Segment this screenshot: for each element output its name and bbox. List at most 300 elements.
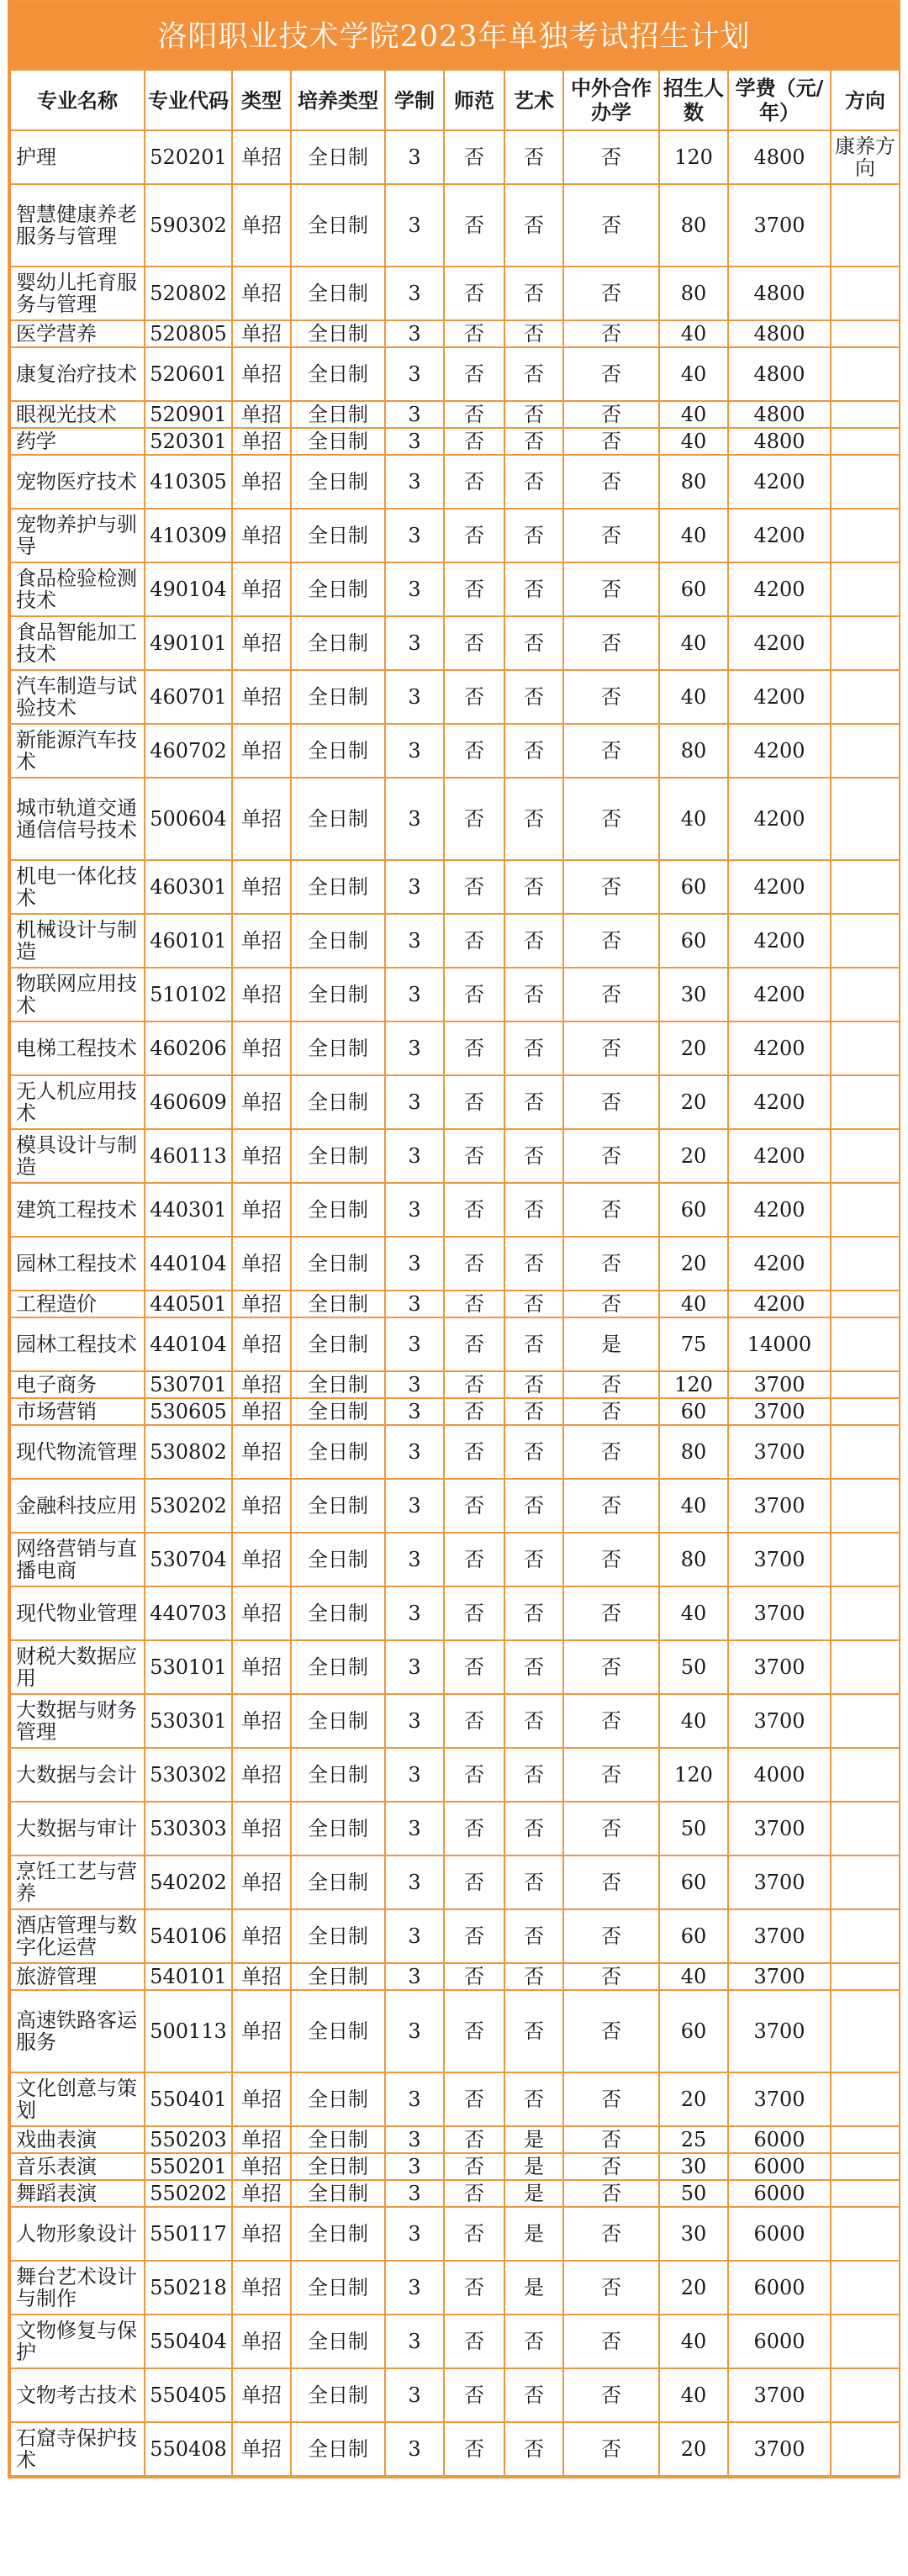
- tuition-cell: 4200: [728, 1183, 831, 1237]
- duration-cell: 3: [385, 428, 444, 455]
- type-cell: 单招: [232, 401, 291, 428]
- duration-cell: 3: [385, 1183, 444, 1237]
- table-title: 洛阳职业技术学院2023年单独考试招生计划: [9, 2, 899, 69]
- joint-program-cell: 否: [563, 320, 659, 347]
- teacher-training-cell: 否: [444, 509, 504, 562]
- type-cell: 单招: [232, 1479, 291, 1533]
- duration-cell: 3: [385, 562, 444, 616]
- type-cell: 单招: [232, 1317, 291, 1371]
- joint-program-cell: 否: [563, 1748, 659, 1802]
- teacher-training-cell: 否: [444, 778, 504, 860]
- major-code-cell: 540106: [145, 1909, 232, 1963]
- training-type-cell: 全日制: [291, 1075, 385, 1129]
- duration-cell: 3: [385, 968, 444, 1021]
- type-cell: 单招: [232, 724, 291, 778]
- direction-cell: [831, 1694, 900, 1748]
- major-name-cell: 人物形象设计: [10, 2207, 145, 2261]
- training-type-cell: 全日制: [291, 2072, 385, 2126]
- major-name-cell: 机械设计与制造: [10, 914, 145, 968]
- table-row: [10, 860, 900, 914]
- table-row: [10, 2180, 900, 2207]
- major-name-cell: 模具设计与制造: [10, 1129, 145, 1183]
- teacher-training-cell: 否: [444, 1802, 504, 1855]
- enrollment-cell: 60: [659, 1398, 728, 1425]
- training-type-cell: 全日制: [291, 2261, 385, 2315]
- training-type-cell: 全日制: [291, 1398, 385, 1425]
- training-type-cell: 全日制: [291, 2315, 385, 2368]
- major-code-cell: 500604: [145, 778, 232, 860]
- header-type: 类型: [232, 70, 291, 130]
- type-cell: 单招: [232, 1129, 291, 1183]
- direction-cell: [831, 2315, 900, 2368]
- art-cell: 否: [504, 2422, 563, 2476]
- art-cell: 否: [504, 320, 563, 347]
- tuition-cell: 4800: [728, 347, 831, 401]
- art-cell: 否: [504, 1694, 563, 1748]
- art-cell: 否: [504, 1398, 563, 1425]
- teacher-training-cell: 否: [444, 670, 504, 724]
- duration-cell: 3: [385, 860, 444, 914]
- type-cell: 单招: [232, 1237, 291, 1291]
- direction-cell: [831, 401, 900, 428]
- table-row: [10, 914, 900, 968]
- training-type-cell: 全日制: [291, 1425, 385, 1479]
- major-code-cell: 550405: [145, 2368, 232, 2422]
- art-cell: 否: [504, 1291, 563, 1317]
- major-name-cell: 文物考古技术: [10, 2368, 145, 2422]
- direction-cell: [831, 724, 900, 778]
- direction-cell: 康养方向: [831, 130, 900, 184]
- training-type-cell: 全日制: [291, 1990, 385, 2072]
- duration-cell: 3: [385, 320, 444, 347]
- major-code-cell: 520805: [145, 320, 232, 347]
- joint-program-cell: 否: [563, 1533, 659, 1586]
- art-cell: 否: [504, 1317, 563, 1371]
- tuition-cell: 6000: [728, 2315, 831, 2368]
- major-code-cell: 550401: [145, 2072, 232, 2126]
- tuition-cell: 14000: [728, 1317, 831, 1371]
- training-type-cell: 全日制: [291, 455, 385, 509]
- training-type-cell: 全日制: [291, 509, 385, 562]
- major-code-cell: 440703: [145, 1586, 232, 1640]
- table-row: [10, 1371, 900, 1398]
- major-code-cell: 520901: [145, 401, 232, 428]
- duration-cell: 3: [385, 2422, 444, 2476]
- major-code-cell: 440301: [145, 1183, 232, 1237]
- teacher-training-cell: 否: [444, 1533, 504, 1586]
- type-cell: 单招: [232, 1694, 291, 1748]
- major-name-cell: 网络营销与直播电商: [10, 1533, 145, 1586]
- enrollment-cell: 40: [659, 509, 728, 562]
- type-cell: 单招: [232, 562, 291, 616]
- art-cell: 否: [504, 1129, 563, 1183]
- teacher-training-cell: 否: [444, 428, 504, 455]
- teacher-training-cell: 否: [444, 184, 504, 267]
- joint-program-cell: 否: [563, 616, 659, 670]
- duration-cell: 3: [385, 2315, 444, 2368]
- art-cell: 否: [504, 1425, 563, 1479]
- enrollment-cell: 80: [659, 455, 728, 509]
- tuition-cell: 4200: [728, 616, 831, 670]
- major-code-cell: 440104: [145, 1317, 232, 1371]
- teacher-training-cell: 否: [444, 1425, 504, 1479]
- table-row: [10, 2126, 900, 2153]
- enrollment-cell: 20: [659, 2072, 728, 2126]
- enrollment-cell: 20: [659, 1021, 728, 1075]
- tuition-cell: 4200: [728, 778, 831, 860]
- major-name-cell: 园林工程技术: [10, 1237, 145, 1291]
- enrollment-cell: 30: [659, 2153, 728, 2180]
- teacher-training-cell: 否: [444, 1694, 504, 1748]
- joint-program-cell: 否: [563, 860, 659, 914]
- teacher-training-cell: 否: [444, 1479, 504, 1533]
- tuition-cell: 6000: [728, 2153, 831, 2180]
- major-code-cell: 460609: [145, 1075, 232, 1129]
- major-name-cell: 现代物业管理: [10, 1586, 145, 1640]
- major-name-cell: 旅游管理: [10, 1963, 145, 1990]
- training-type-cell: 全日制: [291, 1640, 385, 1694]
- table-row: [10, 1291, 900, 1317]
- enrollment-cell: 80: [659, 267, 728, 320]
- table-row: [10, 455, 900, 509]
- direction-cell: [831, 1291, 900, 1317]
- art-cell: 否: [504, 1990, 563, 2072]
- teacher-training-cell: 否: [444, 1640, 504, 1694]
- table-row: [10, 401, 900, 428]
- direction-cell: [831, 1075, 900, 1129]
- training-type-cell: 全日制: [291, 2422, 385, 2476]
- type-cell: 单招: [232, 2126, 291, 2153]
- teacher-training-cell: 否: [444, 2422, 504, 2476]
- major-code-cell: 460702: [145, 724, 232, 778]
- duration-cell: 3: [385, 2368, 444, 2422]
- joint-program-cell: 否: [563, 455, 659, 509]
- major-name-cell: 物联网应用技术: [10, 968, 145, 1021]
- type-cell: 单招: [232, 1963, 291, 1990]
- art-cell: 否: [504, 347, 563, 401]
- art-cell: 否: [504, 860, 563, 914]
- enrollment-cell: 40: [659, 1479, 728, 1533]
- duration-cell: 3: [385, 184, 444, 267]
- major-name-cell: 烹饪工艺与营养: [10, 1855, 145, 1909]
- duration-cell: 3: [385, 1075, 444, 1129]
- tuition-cell: 4200: [728, 509, 831, 562]
- type-cell: 单招: [232, 1909, 291, 1963]
- training-type-cell: 全日制: [291, 2153, 385, 2180]
- major-code-cell: 530701: [145, 1371, 232, 1398]
- teacher-training-cell: 否: [444, 1963, 504, 1990]
- duration-cell: 3: [385, 1963, 444, 1990]
- duration-cell: 3: [385, 130, 444, 184]
- joint-program-cell: 否: [563, 2368, 659, 2422]
- major-code-cell: 530605: [145, 1398, 232, 1425]
- tuition-cell: 4000: [728, 1748, 831, 1802]
- table-row: [10, 2368, 900, 2422]
- enrollment-cell: 20: [659, 1129, 728, 1183]
- tuition-cell: 4200: [728, 1021, 831, 1075]
- type-cell: 单招: [232, 968, 291, 1021]
- teacher-training-cell: 否: [444, 2261, 504, 2315]
- tuition-cell: 4200: [728, 1129, 831, 1183]
- tuition-cell: 3700: [728, 2072, 831, 2126]
- table-row: [10, 2315, 900, 2368]
- tuition-cell: 3700: [728, 1640, 831, 1694]
- duration-cell: 3: [385, 1694, 444, 1748]
- enrollment-cell: 40: [659, 1291, 728, 1317]
- enrollment-cell: 40: [659, 1694, 728, 1748]
- teacher-training-cell: 否: [444, 1990, 504, 2072]
- joint-program-cell: 否: [563, 968, 659, 1021]
- teacher-training-cell: 否: [444, 562, 504, 616]
- type-cell: 单招: [232, 184, 291, 267]
- enrollment-cell: 20: [659, 2422, 728, 2476]
- major-name-cell: 文物修复与保护: [10, 2315, 145, 2368]
- training-type-cell: 全日制: [291, 562, 385, 616]
- table-row: [10, 347, 900, 401]
- enrollment-cell: 25: [659, 2126, 728, 2153]
- major-name-cell: 现代物流管理: [10, 1425, 145, 1479]
- teacher-training-cell: 否: [444, 724, 504, 778]
- duration-cell: 3: [385, 724, 444, 778]
- duration-cell: 3: [385, 1533, 444, 1586]
- art-cell: 否: [504, 455, 563, 509]
- enrollment-cell: 60: [659, 860, 728, 914]
- direction-cell: [831, 2180, 900, 2207]
- joint-program-cell: 否: [563, 1963, 659, 1990]
- enrollment-cell: 50: [659, 1640, 728, 1694]
- enrollment-cell: 40: [659, 1963, 728, 1990]
- type-cell: 单招: [232, 130, 291, 184]
- major-name-cell: 电子商务: [10, 1371, 145, 1398]
- type-cell: 单招: [232, 778, 291, 860]
- art-cell: 否: [504, 778, 563, 860]
- table-row: [10, 670, 900, 724]
- joint-program-cell: 否: [563, 267, 659, 320]
- art-cell: 否: [504, 1855, 563, 1909]
- major-name-cell: 食品智能加工技术: [10, 616, 145, 670]
- major-name-cell: 大数据与会计: [10, 1748, 145, 1802]
- joint-program-cell: 否: [563, 1990, 659, 2072]
- direction-cell: [831, 1640, 900, 1694]
- training-type-cell: 全日制: [291, 1291, 385, 1317]
- major-code-cell: 440501: [145, 1291, 232, 1317]
- tuition-cell: 4200: [728, 860, 831, 914]
- major-code-cell: 520201: [145, 130, 232, 184]
- teacher-training-cell: 否: [444, 1748, 504, 1802]
- table-row: [10, 1802, 900, 1855]
- training-type-cell: 全日制: [291, 428, 385, 455]
- table-row: [10, 2261, 900, 2315]
- duration-cell: 3: [385, 1855, 444, 1909]
- tuition-cell: 4200: [728, 724, 831, 778]
- training-type-cell: 全日制: [291, 778, 385, 860]
- training-type-cell: 全日制: [291, 1748, 385, 1802]
- header-duration: 学制: [385, 70, 444, 130]
- major-code-cell: 410309: [145, 509, 232, 562]
- duration-cell: 3: [385, 1317, 444, 1371]
- art-cell: 否: [504, 1909, 563, 1963]
- major-code-cell: 500113: [145, 1990, 232, 2072]
- major-name-cell: 宠物养护与驯导: [10, 509, 145, 562]
- training-type-cell: 全日制: [291, 914, 385, 968]
- art-cell: 否: [504, 1183, 563, 1237]
- training-type-cell: 全日制: [291, 1183, 385, 1237]
- direction-cell: [831, 2261, 900, 2315]
- teacher-training-cell: 否: [444, 1021, 504, 1075]
- enrollment-cell: 60: [659, 1855, 728, 1909]
- art-cell: 否: [504, 2315, 563, 2368]
- type-cell: 单招: [232, 616, 291, 670]
- duration-cell: 3: [385, 401, 444, 428]
- major-code-cell: 530802: [145, 1425, 232, 1479]
- joint-program-cell: 否: [563, 1183, 659, 1237]
- direction-cell: [831, 320, 900, 347]
- tuition-cell: 6000: [728, 2261, 831, 2315]
- enrollment-cell: 40: [659, 670, 728, 724]
- direction-cell: [831, 1802, 900, 1855]
- teacher-training-cell: 否: [444, 347, 504, 401]
- major-name-cell: 智慧健康养老服务与管理: [10, 184, 145, 267]
- major-code-cell: 550408: [145, 2422, 232, 2476]
- tuition-cell: 4200: [728, 1075, 831, 1129]
- teacher-training-cell: 否: [444, 1317, 504, 1371]
- tuition-cell: 6000: [728, 2126, 831, 2153]
- major-code-cell: 530101: [145, 1640, 232, 1694]
- training-type-cell: 全日制: [291, 1533, 385, 1586]
- art-cell: 否: [504, 1371, 563, 1398]
- teacher-training-cell: 否: [444, 401, 504, 428]
- table-row: [10, 1586, 900, 1640]
- teacher-training-cell: 否: [444, 1291, 504, 1317]
- direction-cell: [831, 428, 900, 455]
- art-cell: 否: [504, 724, 563, 778]
- art-cell: 否: [504, 1640, 563, 1694]
- type-cell: 单招: [232, 2315, 291, 2368]
- major-name-cell: 新能源汽车技术: [10, 724, 145, 778]
- art-cell: 否: [504, 509, 563, 562]
- type-cell: 单招: [232, 428, 291, 455]
- table-row: [10, 562, 900, 616]
- joint-program-cell: 否: [563, 562, 659, 616]
- table-row: [10, 320, 900, 347]
- art-cell: 否: [504, 1748, 563, 1802]
- table-row: [10, 616, 900, 670]
- teacher-training-cell: 否: [444, 1909, 504, 1963]
- major-name-cell: 大数据与审计: [10, 1802, 145, 1855]
- duration-cell: 3: [385, 1640, 444, 1694]
- enrollment-cell: 50: [659, 1802, 728, 1855]
- teacher-training-cell: 否: [444, 1371, 504, 1398]
- enrollment-cell: 80: [659, 184, 728, 267]
- major-code-cell: 460101: [145, 914, 232, 968]
- direction-cell: [831, 1748, 900, 1802]
- joint-program-cell: 否: [563, 1021, 659, 1075]
- training-type-cell: 全日制: [291, 1237, 385, 1291]
- training-type-cell: 全日制: [291, 1855, 385, 1909]
- major-code-cell: 530302: [145, 1748, 232, 1802]
- tuition-cell: 4200: [728, 1291, 831, 1317]
- tuition-cell: 3700: [728, 184, 831, 267]
- header-direction: 方向: [831, 70, 900, 130]
- direction-cell: [831, 1990, 900, 2072]
- header-row: [10, 70, 900, 130]
- type-cell: 单招: [232, 267, 291, 320]
- tuition-cell: 3700: [728, 1990, 831, 2072]
- major-code-cell: 520301: [145, 428, 232, 455]
- art-cell: 否: [504, 914, 563, 968]
- joint-program-cell: 否: [563, 2072, 659, 2126]
- joint-program-cell: 否: [563, 2153, 659, 2180]
- major-name-cell: 食品检验检测技术: [10, 562, 145, 616]
- tuition-cell: 3700: [728, 1963, 831, 1990]
- art-cell: 否: [504, 562, 563, 616]
- type-cell: 单招: [232, 1533, 291, 1586]
- training-type-cell: 全日制: [291, 1129, 385, 1183]
- duration-cell: 3: [385, 670, 444, 724]
- training-type-cell: 全日制: [291, 724, 385, 778]
- teacher-training-cell: 否: [444, 320, 504, 347]
- training-type-cell: 全日制: [291, 1317, 385, 1371]
- header-major-name: 专业名称: [10, 70, 145, 130]
- table-row: [10, 267, 900, 320]
- art-cell: 是: [504, 2126, 563, 2153]
- enrollment-cell: 75: [659, 1317, 728, 1371]
- joint-program-cell: 否: [563, 1855, 659, 1909]
- joint-program-cell: 否: [563, 670, 659, 724]
- type-cell: 单招: [232, 1398, 291, 1425]
- major-code-cell: 530704: [145, 1533, 232, 1586]
- joint-program-cell: 否: [563, 428, 659, 455]
- type-cell: 单招: [232, 2368, 291, 2422]
- table-row: [10, 184, 900, 267]
- training-type-cell: 全日制: [291, 968, 385, 1021]
- training-type-cell: 全日制: [291, 320, 385, 347]
- teacher-training-cell: 否: [444, 2072, 504, 2126]
- enrollment-cell: 80: [659, 1425, 728, 1479]
- table-row: [10, 1694, 900, 1748]
- training-type-cell: 全日制: [291, 184, 385, 267]
- enrollment-cell: 60: [659, 914, 728, 968]
- joint-program-cell: 否: [563, 1802, 659, 1855]
- major-name-cell: 文化创意与策划: [10, 2072, 145, 2126]
- direction-cell: [831, 1237, 900, 1291]
- teacher-training-cell: 否: [444, 130, 504, 184]
- type-cell: 单招: [232, 1371, 291, 1398]
- training-type-cell: 全日制: [291, 1371, 385, 1398]
- tuition-cell: 3700: [728, 1425, 831, 1479]
- table-row: [10, 1909, 900, 1963]
- art-cell: 否: [504, 1237, 563, 1291]
- table-row: [10, 1183, 900, 1237]
- tuition-cell: 3700: [728, 1909, 831, 1963]
- major-code-cell: 460701: [145, 670, 232, 724]
- direction-cell: [831, 267, 900, 320]
- header-teacher-training: 师范: [444, 70, 504, 130]
- tuition-cell: 4200: [728, 968, 831, 1021]
- major-code-cell: 550201: [145, 2153, 232, 2180]
- joint-program-cell: 否: [563, 914, 659, 968]
- enrollment-cell: 20: [659, 2261, 728, 2315]
- major-name-cell: 市场营销: [10, 1398, 145, 1425]
- teacher-training-cell: 否: [444, 2153, 504, 2180]
- tuition-cell: 4200: [728, 455, 831, 509]
- enrollment-cell: 40: [659, 428, 728, 455]
- enrollment-cell: 60: [659, 1990, 728, 2072]
- duration-cell: 3: [385, 1748, 444, 1802]
- direction-cell: [831, 1183, 900, 1237]
- direction-cell: [831, 778, 900, 860]
- tuition-cell: 3700: [728, 1586, 831, 1640]
